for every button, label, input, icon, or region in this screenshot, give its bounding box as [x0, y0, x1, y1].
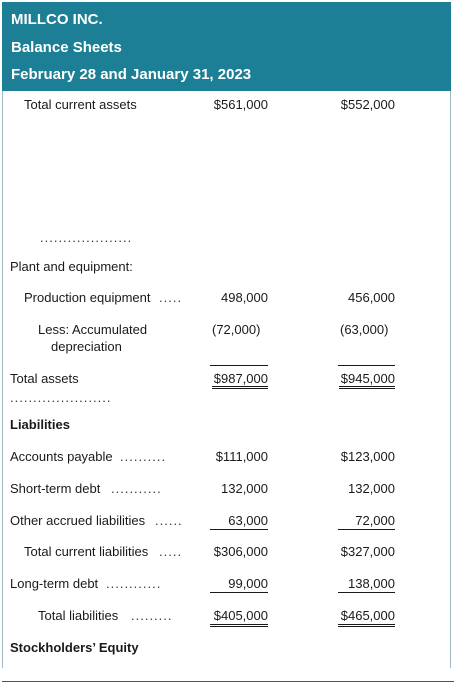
total-assets-value-feb: $987,000 — [212, 371, 268, 389]
short-term-debt-value-jan: 132,000 — [348, 481, 395, 496]
production-equipment-leader: ..... — [159, 290, 183, 305]
total-current-liabilities-value-jan: $327,000 — [340, 544, 395, 559]
statement-period: February 28 and January 31, 2023 — [11, 66, 252, 83]
long-term-debt-label: Long-term debt — [10, 576, 99, 591]
bottom-rule — [2, 681, 454, 682]
total-current-liabilities-label: Total current liabilities — [24, 544, 149, 559]
long-term-debt-value-jan: 138,000 — [338, 576, 395, 593]
total-assets-value-feb-wrap — [200, 371, 268, 387]
total-assets-value-jan: $945,000 — [339, 371, 395, 389]
accounts-payable-leader: .......... — [120, 449, 167, 464]
other-accrued-liabilities-value-jan: 72,000 — [338, 513, 395, 530]
total-assets-rule-feb — [210, 365, 268, 366]
accounts-payable-value-jan: $123,000 — [340, 449, 395, 464]
blank-leader-1: .................... — [40, 230, 133, 245]
short-term-debt-label: Short-term debt — [10, 481, 101, 496]
production-equipment-value-feb: 498,000 — [221, 290, 268, 305]
accounts-payable-value-feb: $111,000 — [215, 449, 268, 464]
long-term-debt-leader: ............ — [106, 576, 162, 591]
other-accrued-liabilities-value-feb: 63,000 — [210, 513, 268, 530]
short-term-debt-value-feb: 132,000 — [221, 481, 268, 496]
total-liabilities-leader: ......... — [131, 608, 173, 623]
blank-leader-2: ...................... — [10, 390, 112, 405]
statement-header — [2, 2, 451, 91]
other-accrued-liabilities-label: Other accrued liabilities — [10, 513, 146, 528]
other-accrued-liabilities-leader: ...... — [155, 513, 183, 528]
total-liabilities-label: Total liabilities — [38, 608, 119, 623]
plant-equipment-heading: Plant and equipment: — [10, 259, 133, 274]
stockholders-equity-heading: Stockholders’ Equity — [10, 640, 139, 655]
total-assets-rule-jan — [338, 365, 395, 366]
liabilities-heading: Liabilities — [10, 417, 70, 432]
statement-title: Balance Sheets — [11, 39, 122, 56]
production-equipment-value-jan: 456,000 — [348, 290, 395, 305]
total-assets-value-jan-wrap — [328, 371, 395, 387]
total-liabilities-value-jan: $465,000 — [338, 608, 395, 627]
total-current-liabilities-leader: ..... — [159, 544, 183, 559]
accounts-payable-label: Accounts payable — [10, 449, 113, 464]
total-current-liabilities-value-feb: $306,000 — [213, 544, 268, 559]
company-name: MILLCO INC. — [11, 11, 103, 28]
short-term-debt-leader: ........... — [111, 481, 162, 496]
production-equipment-label: Production equipment — [24, 290, 151, 305]
accumulated-depreciation-label-line1: Less: Accumulated — [38, 322, 148, 337]
total-current-assets-value-jan: $552,000 — [340, 97, 395, 112]
accumulated-depreciation-value-feb: (72,000) — [212, 322, 261, 337]
total-current-assets-label: Total current assets — [24, 97, 137, 112]
total-current-assets-value-feb: $561,000 — [213, 97, 268, 112]
total-assets-label: Total assets — [10, 371, 79, 386]
long-term-debt-value-feb: 99,000 — [210, 576, 268, 593]
accumulated-depreciation-label-line2: depreciation — [51, 339, 122, 354]
accumulated-depreciation-value-jan: (63,000) — [340, 322, 389, 337]
total-liabilities-value-feb: $405,000 — [210, 608, 268, 627]
